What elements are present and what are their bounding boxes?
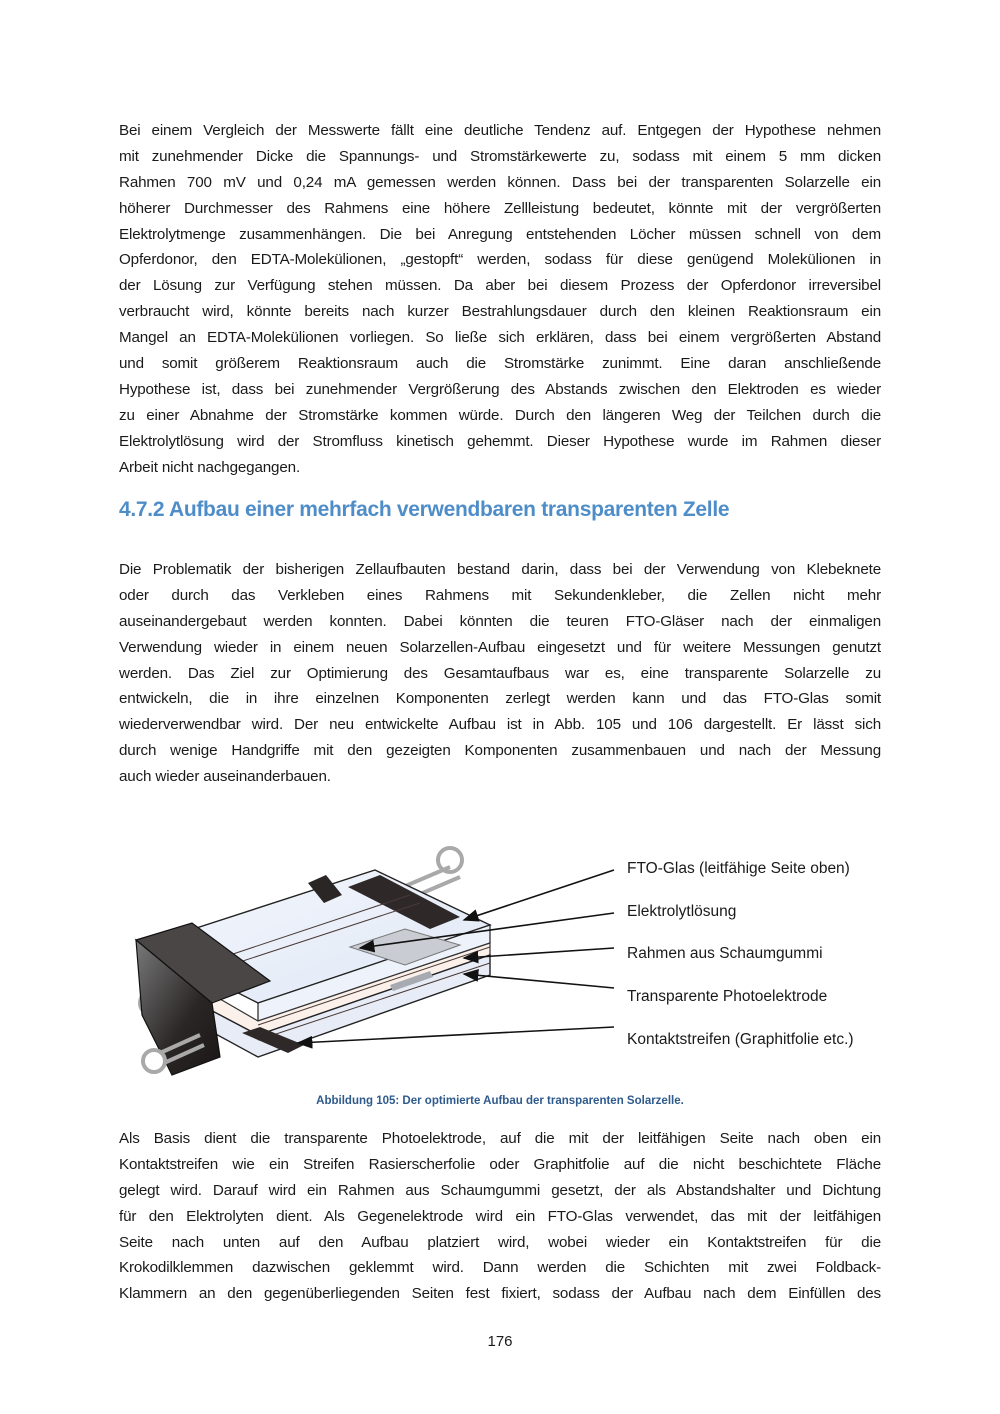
text-line: Bei einem Vergleich der Messwerte fällt eine deutliche Tendenz auf. Entgegen der Hypothese nehmen (119, 122, 881, 139)
text-line: der Lösung zur Verfügung stehen müssen. Da aber bei diesem Prozess der Opferdonor irreversibel (119, 277, 881, 295)
text-line: Arbeit nicht nachgegangen. (119, 458, 301, 476)
text-line: Mangel an EDTA-Molekülionen vorliegen. So ließe sich erklären, dass bei einem vergrößerten Abstand (119, 329, 881, 347)
text-line: Die Problematik der bisherigen Zellaufbauten bestand darin, dass bei der Verwendung von Klebeknete (119, 561, 881, 578)
text-line: auseinandergebaut werden konnten. Dabei könnten die teuren FTO-Gläser nach der einmaligen (119, 612, 881, 630)
text-line: durch wenige Handgriffe mit den gezeigten Komponenten zusammenbauen und nach der Messung (119, 742, 881, 760)
text-line: Klammern an den gegenüberliegenden Seiten fest fixiert, sodass der Aufbau nach dem Einfüllen des (119, 1285, 881, 1303)
text-line: Verwendung wieder in einem neuen Solarzellen-Aufbau eingesetzt und für weitere Messungen genutzt (119, 638, 881, 656)
text-line: werden. Das Ziel zur Optimierung des Gesamtaufbaus war es, eine transparente Solarzelle zu (119, 664, 881, 682)
label-contact-strip: Kontaktstreifen (Graphitfolie etc.) (627, 1031, 854, 1048)
arrow-contact-strip (298, 1027, 614, 1043)
text-line: Krokodilklemmen dazwischen geklemmt wird. Dann werden die Schichten mit zwei Foldback- (119, 1259, 881, 1277)
arrow-fto-glass (464, 870, 614, 920)
text-line: wiederverwendbar wird. Der neu entwickelte Aufbau ist in Abb. 105 und 106 dargestellt. Er lässt sich (119, 716, 881, 734)
text-line: verbraucht wird, könnte bereits nach kurzer Bestrahlungsdauer durch den kleinen Reaktionsraum ein (119, 303, 881, 321)
label-foam-frame: Rahmen aus Schaumgummi (627, 945, 823, 962)
text-line: Elektrolytlösung wird der Stromfluss kinetisch gehemmt. Dieser Hypothese wurde im Rahmen dieser (119, 432, 881, 450)
paragraph-results-discussion (119, 118, 881, 480)
paragraph-problem-statement (119, 557, 881, 790)
label-electrolyte: Elektrolytlösung (627, 903, 737, 920)
paragraph-assembly-description (119, 1126, 881, 1307)
text-line: gelegt wird. Darauf wird ein Rahmen aus Schaumgummi gesetzt, der als Abstandshalter und Dichtung (119, 1181, 881, 1199)
text-line: Seite nach unten auf den Aufbau platziert wird, wobei wieder ein Kontaktstreifen für die (119, 1233, 881, 1251)
text-line: Kontaktstreifen wie ein Streifen Rasierscherfolie oder Graphitfolie auf die nicht beschichtete Fläche (119, 1155, 881, 1173)
text-line: oder durch das Verkleben eines Rahmens mit Sekundenkleber, die Zellen nicht mehr (119, 586, 881, 604)
text-line: Hypothese ist, dass bei zunehmender Vergrößerung des Abstands zwischen den Elektroden es wieder (119, 380, 881, 398)
text-line: Rahmen 700 mV und 0,24 mA gemessen werden können. Dass bei der transparenten Solarzelle ein (119, 173, 881, 191)
text-line: entwickeln, die in ihre einzelnen Komponenten zerlegt werden kann und das FTO-Glas somit (119, 690, 881, 708)
text-line: und somit größerem Reaktionsraum auch die Stromstärke zunimmt. Eine daran anschließende (119, 355, 881, 373)
text-line: für den Elektrolyten dient. Als Gegenelektrode wird ein FTO-Glas verwendet, das mit der leitfähigen (119, 1207, 881, 1225)
arrow-photoelectrode (464, 974, 614, 988)
text-line: Als Basis dient die transparente Photoelektrode, auf die mit der leitfähigen Seite nach oben ein (119, 1130, 881, 1147)
text-line: höherer Durchmesser des Rahmens eine höhere Zellleistung bedeutet, könnte mit der vergrößerten (119, 199, 881, 217)
text-line: auch wieder auseinanderbauen. (119, 768, 331, 786)
section-heading: 4.7.2 Aufbau einer mehrfach verwendbaren transparenten Zelle (119, 498, 730, 521)
text-line: zu einer Abnahme der Stromstärke kommen würde. Durch den längeren Weg der Teilchen durch die (119, 406, 881, 424)
text-line: Opferdonor, den EDTA-Molekülionen, „gestopft“ werden, sodass für diese genügend Molekülionen in (119, 251, 881, 269)
label-fto-glass: FTO-Glas (leitfähige Seite oben) (627, 860, 850, 877)
label-photoelectrode: Transparente Photoelektrode (627, 988, 828, 1005)
text-line: mit zunehmender Dicke die Spannungs- und Stromstärkewerte zu, sodass mit einem 5 mm dicken (119, 147, 881, 165)
figure-caption: Abbildung 105: Der optimierte Aufbau der transparenten Solarzelle. (316, 1095, 684, 1107)
text-line: Elektrolytmenge zusammenhängen. Die bei Anregung entstehenden Löcher müssen schnell von dem (119, 225, 881, 243)
page-number: 176 (487, 1333, 513, 1350)
